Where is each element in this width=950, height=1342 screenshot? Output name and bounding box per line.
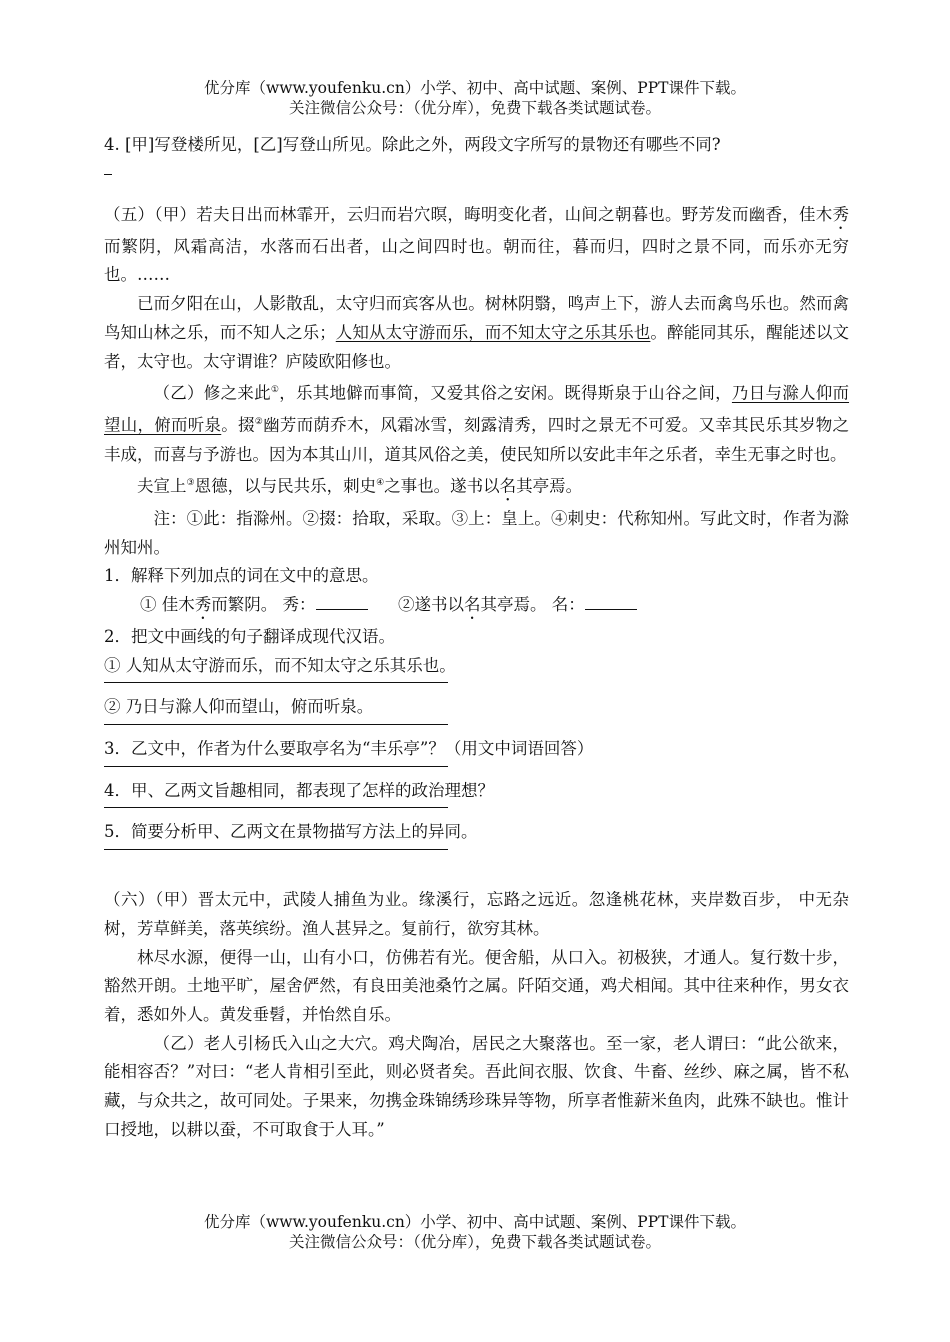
answer-line-q4[interactable] <box>104 807 448 808</box>
sec5-question-3: 3．乙文中，作者为什么要取亭名为“丰乐亭”？（用文中词语回答） <box>104 739 594 759</box>
footnote-marker-2: ② <box>254 417 264 428</box>
dotted-word-ming: 名 <box>464 594 481 614</box>
footer-line-1: 优分库（www.youfenku.cn）小学、初中、高中试题、案例、PPT课件下载。 <box>203 1213 747 1231</box>
answer-line-q3[interactable] <box>104 766 448 767</box>
dotted-word-xiu: 秀 <box>194 594 212 614</box>
text-run: ，乐其地僻而事简，又爱其俗之安闲。既得斯泉于山谷之间， <box>279 383 732 403</box>
text-run: 之事也。遂书以 <box>384 476 500 496</box>
header-line-1: 优分库（www.youfenku.cn）小学、初中、高中试题、案例、PPT课件下载。 <box>203 79 747 97</box>
answer-line-q2-1[interactable] <box>104 682 448 683</box>
sec5-jia-paragraph-2 <box>104 290 849 376</box>
answer-line-q2-2[interactable] <box>104 724 448 725</box>
sec5-question-2-item-2: ② 乃日与滁人仰而望山，俯而听泉。 <box>104 697 374 717</box>
header-line-2: 关注微信公众号：（优分库），免费下载各类试题试卷。 <box>288 99 661 117</box>
text-run: ②遂书以 <box>398 594 464 614</box>
sec5-question-1: 1．解释下列加点的词在文中的意思。 <box>104 566 379 586</box>
text-run: 已而夕阳在山，人影散乱，太守归而宾客从也。树林阴翳，鸣声上下，游人去而禽鸟乐也。然而禽鸟知山林之乐，而不知人之乐； <box>104 294 849 342</box>
text-run: 而繁阴，风霜高洁，水落而石出者，山之间四时也。朝而往，暮而归，四时之景不同，而乐亦无穷也。…… <box>104 236 849 285</box>
text-run: （五）（甲）若夫日出而林霏开，云归而岩穴暝，晦明变化者，山间之朝暮也。野芳发而幽香，佳木 <box>104 204 833 224</box>
text-run: 恩德，以与民共乐，刺史 <box>194 476 377 496</box>
underlined-sentence-1: 人知从太守游而乐，而不知太守之乐其乐也 <box>335 322 651 342</box>
sec5-question-2-item-1: ① 人知从太守游而乐，而不知太守之乐其乐也。 <box>104 655 456 675</box>
footnote-marker-1: ① <box>270 385 280 396</box>
text-run: 夫宣上 <box>137 476 187 496</box>
text-run: 而繁阴。 秀： <box>211 594 316 614</box>
fill-blank-ming[interactable] <box>585 593 637 610</box>
sec5-question-1-items <box>104 591 849 623</box>
answer-line-prev-q4 <box>104 160 112 175</box>
text-run: 其亭焉。 名： <box>480 594 585 614</box>
sec6-yi-paragraph-1: （乙）老人引杨氏入山之大穴。鸡犬陶冶，居民之大聚落也。至一家，老人谓曰：“此公欲来，能相容否？”对曰：“老人肯相引至此，则必贤者矣。吾此间衣服、饮食、牛畜、丝纱、麻之属，皆不私藏，与众共之，故可同处。子果来，勿携金珠锦绣珍珠异等物，所享者惟薪米鱼肉，此殊不缺也。惟计口授地，以耕以蚕，不可取食于人耳。” <box>104 1033 849 1139</box>
text-run: 其亭焉。 <box>516 476 583 496</box>
dotted-word-xiu: 秀 <box>832 204 849 224</box>
sec5-yi-paragraph-2 <box>104 469 849 505</box>
prev-question-4: 4. [甲]写登楼所见，[乙]写登山所见。除此之外，两段文字所写的景物还有哪些不同? <box>104 135 721 154</box>
page-header <box>0 78 950 118</box>
page-footer <box>0 1212 950 1252</box>
underlined-sentence-2: 乃日与滁人仰而望山，俯而听泉 <box>104 383 850 435</box>
answer-line-q5[interactable] <box>104 849 448 850</box>
fill-blank-xiu[interactable] <box>316 593 368 610</box>
sec5-jia-paragraph-1 <box>104 201 849 290</box>
text-run: 幽芳而荫乔木，风霜冰雪，刻露清秀，四时之景无不可爱。又幸其民乐其岁物之丰成，而喜与予游也。因为本其山川，道其风俗之美，使民知所以安此丰年之乐者，幸生无事之时也。 <box>104 415 850 464</box>
text-run: ① 佳木 <box>140 594 195 614</box>
text-run: 。掇 <box>221 415 255 435</box>
dotted-word-ming: 名 <box>499 476 517 496</box>
sec5-question-2: 2．把文中画线的句子翻译成现代汉语。 <box>104 626 395 646</box>
sec6-jia-paragraph-1: （六）（甲）晋太元中，武陵人捕鱼为业。缘溪行，忘路之远近。忽逢桃花林，夹岸数百步， 中无杂树，芳草鲜美，落英缤纷。渔人甚异之。复前行，欲穷其林。 <box>104 890 849 938</box>
sec5-question-5: 5．简要分析甲、乙两文在景物描写方法上的异同。 <box>104 822 478 842</box>
document-body <box>104 131 849 1144</box>
sec5-yi-paragraph-1 <box>104 376 849 469</box>
footer-line-2: 关注微信公众号：（优分库），免费下载各类试题试卷。 <box>288 1233 661 1251</box>
text-run: 。醉能同其乐，醒能述以文者，太守也。太守谓谁？庐陵欧阳修也。 <box>104 322 850 371</box>
annotation-note: 注：①此：指滁州。②掇：拾取，采取。③上：皇上。④刺史：代称知州。写此文时，作者为滁州知州。 <box>104 508 849 557</box>
sec6-jia-paragraph-2: 林尽水源，便得一山，山有小口，仿佛若有光。便舍船，从口入。初极狭，才通人。复行数十步，豁然开朗。土地平旷，屋舍俨然，有良田美池桑竹之属。阡陌交通，鸡犬相闻。其中往来种作，男女衣着，悉如外人。黄发垂髫，并怡然自乐。 <box>104 947 849 1024</box>
footnote-marker-4: ④ <box>376 478 385 489</box>
footnote-marker-3: ③ <box>186 478 195 489</box>
text-run: （乙）修之来此 <box>153 383 271 403</box>
sec5-question-4: 4．甲、乙两文旨趣相同，都表现了怎样的政治理想？ <box>104 780 494 800</box>
